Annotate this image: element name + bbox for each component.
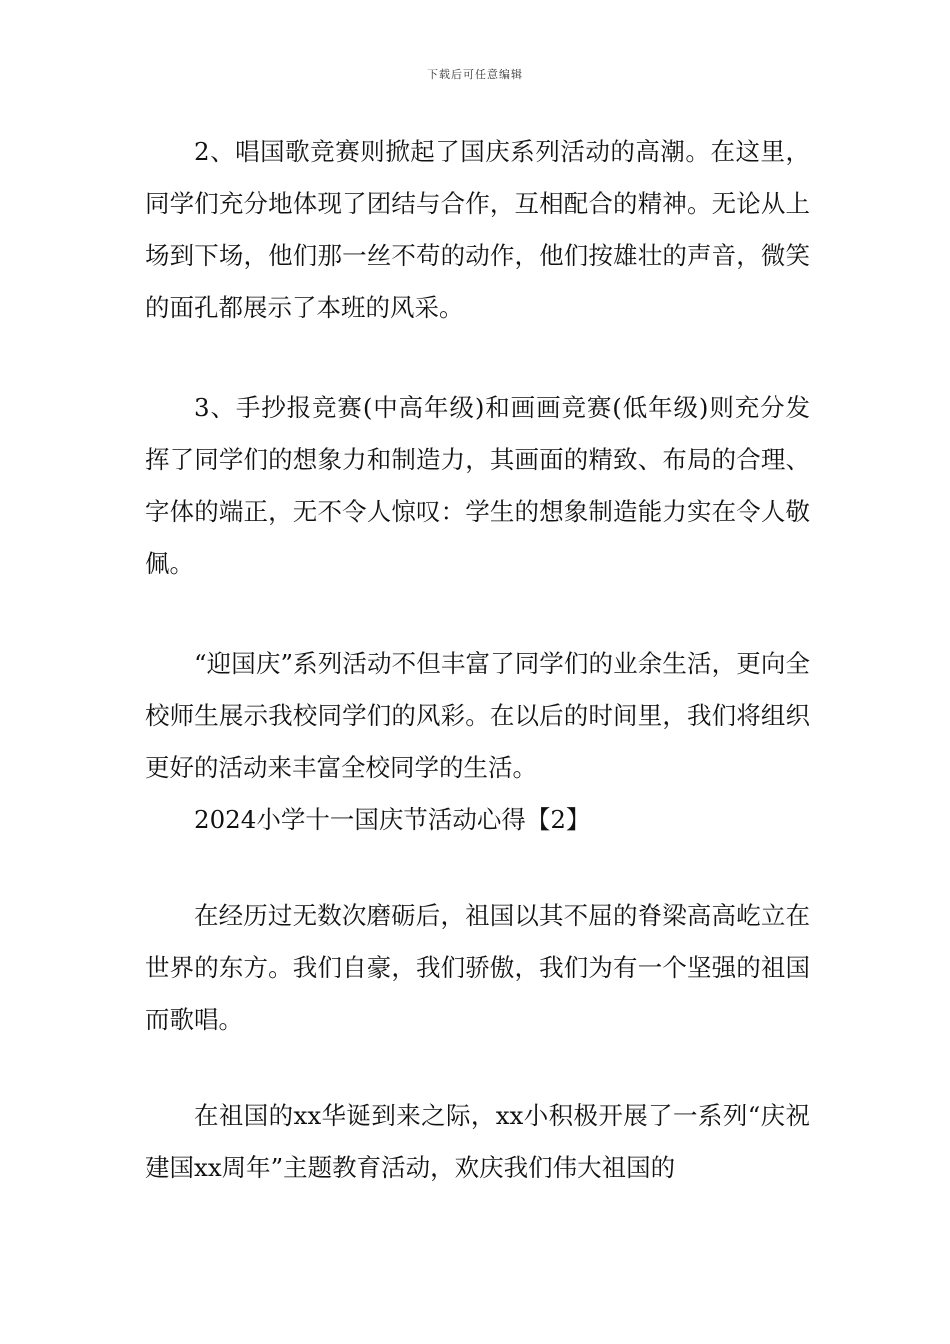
document-body [145,126,810,1194]
section-heading: 2024小学十一国庆节活动心得【2】 [194,805,591,834]
page-header-note: 下载后可任意编辑 [427,68,523,81]
paragraph-handwritten-newspaper-contest: 3、手抄报竞赛(中高年级)和画画竞赛(低年级)则充分发挥了同学们的想象力和制造力，其画面的精致、布局的合理、字体的端正，无不令人惊叹：学生的想象制造能力实在令人敬佩。 [145,393,810,578]
paragraph-anthem-contest: 2、唱国歌竞赛则掀起了国庆系列活动的高潮。在这里，同学们充分地体现了团结与合作，互相配合的精神。无论从上场到下场，他们那一丝不苟的动作，他们按雄壮的声音，微笑的面孔都展示了本班的风采。 [145,137,810,322]
paragraph-themed-education: 在祖国的xx华诞到来之际，xx小积极开展了一系列“庆祝建国xx周年”主题教育活动，欢庆我们伟大祖国的 [145,1101,810,1182]
paragraph-motherland-pride: 在经历过无数次磨砺后，祖国以其不屈的脊梁高高屹立在世界的东方。我们自豪，我们骄傲，我们为有一个坚强的祖国而歌唱。 [145,901,810,1034]
paragraph-activities-summary: “迎国庆”系列活动不但丰富了同学们的业余生活，更向全校师生展示我校同学们的风彩。在以后的时间里，我们将组织更好的活动来丰富全校同学的生活。 [145,649,810,782]
